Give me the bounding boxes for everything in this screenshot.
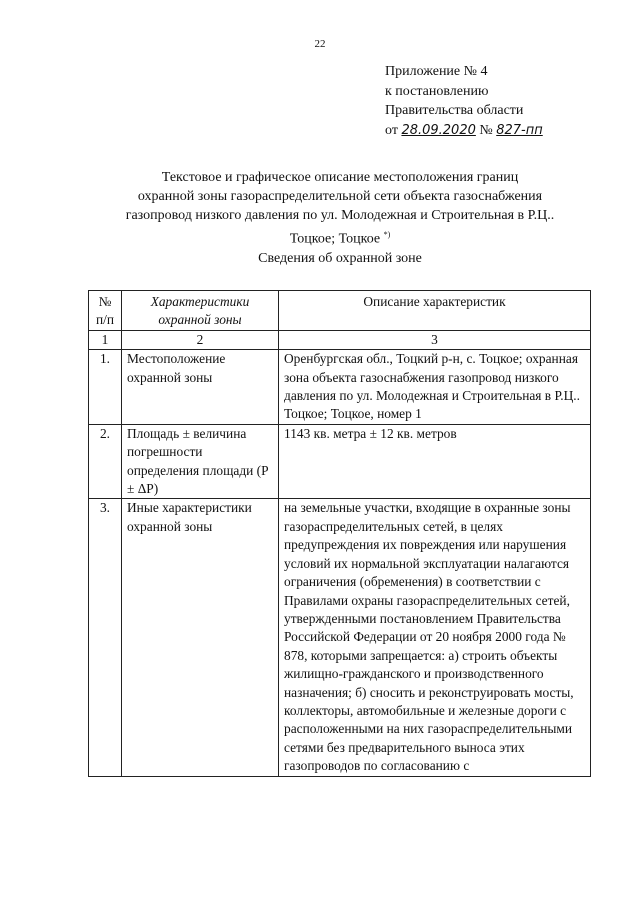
handwritten-date: 28.09.2020 [401, 122, 476, 138]
row-num: 2. [89, 424, 122, 499]
appendix-line-2: к постановлению [385, 83, 489, 99]
row-num: 3. [89, 499, 122, 776]
index-cell-3: 3 [279, 330, 591, 349]
document-title [60, 168, 620, 249]
appendix-block [385, 62, 543, 140]
row-characteristic: Местоположение охранной зоны [122, 350, 279, 425]
appendix-line-3: Правительства области [385, 103, 524, 118]
row-description: на земельные участки, входящие в охранные зоны газораспределительных сетей, в целях предупреждения их повреждения или нарушения условий их нормальной эксплуатации налагаются ограничения (обременения) в соответствии с Правилами охраны газораспределительных сетей, утвержденными постановлением Правительства Российской Федерации от 20 ноября 2000 года № 878, которыми запрещается: а) строить объекты жилищно-гражданского и производственного назначения; б) сносить и реконструировать мосты, коллекторы, автомобильные и железные дороги с расположенными на них газораспределительными сетями без предварительного выноса этих газопроводов по согласованию с [279, 499, 591, 776]
number-label: № [479, 122, 493, 138]
index-cell-2: 2 [122, 330, 279, 349]
row-num: 1. [89, 350, 122, 425]
title-line-3: газопровод низкого давления по ул. Молодежная и Строительная в Р.Ц.. [125, 208, 555, 223]
table-row [89, 499, 591, 776]
row-characteristic: Площадь ± величина погрешности определения площади (P ± ΔP) [122, 424, 279, 499]
header-characteristics: Характеристики охранной зоны [122, 291, 279, 331]
index-cell-1: 1 [89, 330, 122, 349]
header-num: № п/п [89, 291, 122, 331]
appendix-line-1: Приложение № 4 [385, 64, 488, 79]
row-description: Оренбургская обл., Тоцкий р-н, с. Тоцкое; охранная зона объекта газоснабжения газопровод низкого давления по ул. Молодежная и Строительная в Р.Ц.. Тоцкое; Тоцкое, номер 1 [279, 350, 591, 425]
table-header-row [89, 291, 591, 331]
protection-zone-table [88, 290, 591, 777]
appendix-date-line [385, 121, 543, 141]
table-row [89, 424, 591, 499]
page-number: 22 [314, 38, 326, 50]
title-line-2: охранной зоны газораспределительной сети объекта газоснабжения [137, 189, 543, 204]
title-line-1: Текстовое и графическое описание местоположения границ [161, 170, 519, 185]
section-subtitle: Сведения об охранной зоне [258, 251, 422, 266]
row-description: 1143 кв. метра ± 12 кв. метров [279, 424, 591, 499]
table-index-row [89, 330, 591, 349]
footnote-mark: *) [383, 230, 391, 239]
row-characteristic: Иные характеристики охранной зоны [122, 499, 279, 776]
title-line-4 [60, 225, 620, 249]
table-row [89, 350, 591, 425]
from-label: от [385, 122, 398, 138]
header-description: Описание характеристик [279, 291, 591, 331]
title-line-4-text: Тоцкое; Тоцкое [289, 231, 381, 247]
handwritten-number: 827-пп [496, 122, 543, 138]
